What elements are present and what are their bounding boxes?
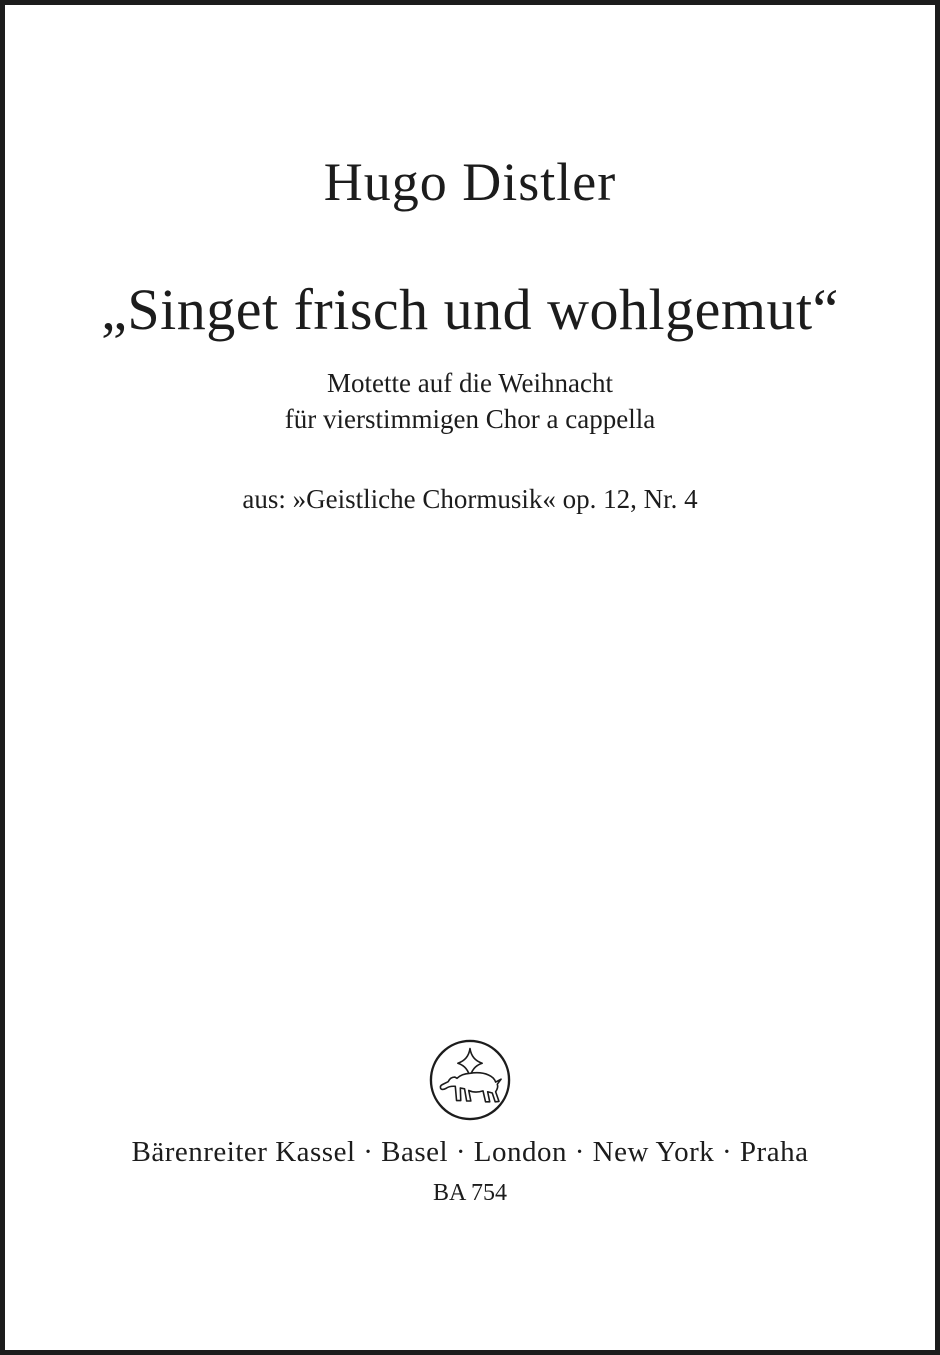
publisher-bear-logo-icon [428,1038,512,1122]
subtitle-line-2: für vierstimmigen Chor a cappella [284,404,656,434]
subtitle-line-1: Motette auf die Weihnacht [327,368,613,398]
composer-name: Hugo Distler [323,152,617,212]
series-line: aus: »Geistliche Chormusik« op. 12, Nr. 4 [242,484,698,514]
work-title: „Singet frisch und wohlgemut“ [101,277,839,342]
bear-star-circle-icon [428,1038,512,1122]
catalog-number: BA 754 [432,1180,507,1206]
publisher-imprint: Bärenreiter Kassel · Basel · London · New York · Praha [131,1136,809,1168]
